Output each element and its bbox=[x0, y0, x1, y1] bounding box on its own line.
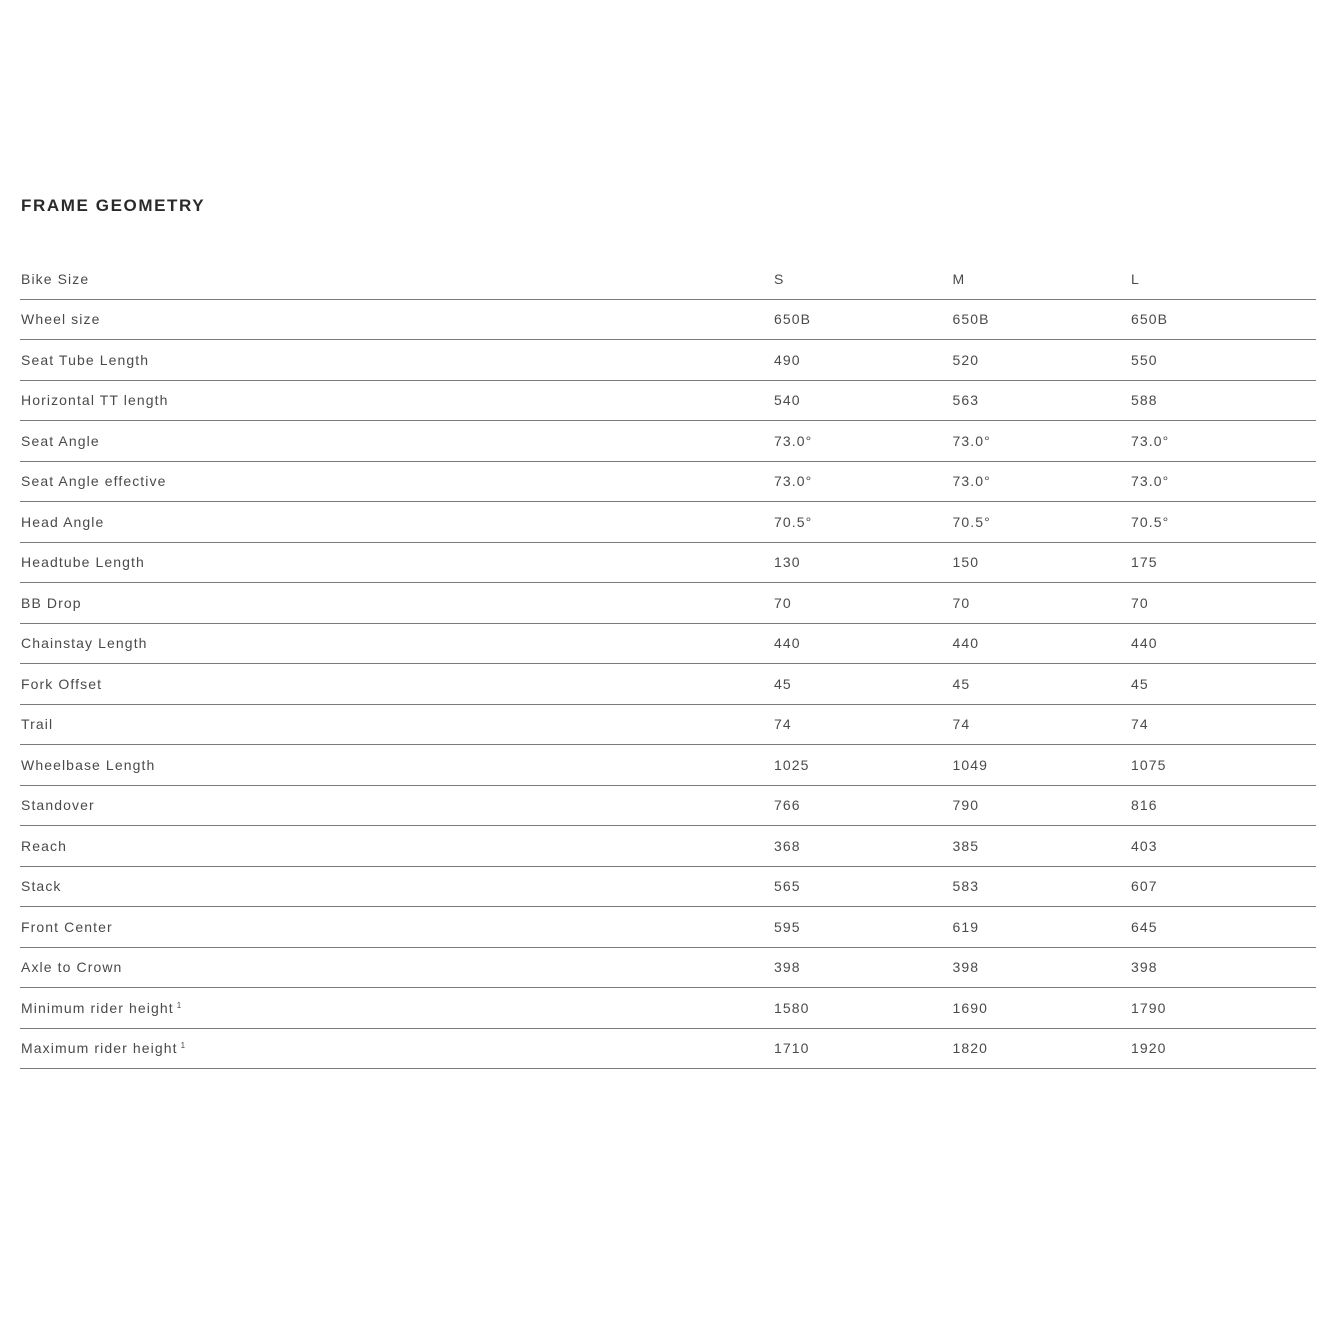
row-label: Fork Offset bbox=[21, 675, 103, 692]
row-value-l: 440 bbox=[1131, 635, 1158, 652]
row-value-l: 607 bbox=[1131, 878, 1158, 895]
row-label: Stack bbox=[21, 878, 62, 895]
row-value-s: 1710 bbox=[774, 1040, 810, 1057]
table-row bbox=[20, 988, 1316, 1029]
footnote-marker: 1 bbox=[176, 1000, 183, 1010]
row-value-l: 1790 bbox=[1131, 999, 1167, 1016]
row-value-s: 73.0° bbox=[774, 432, 813, 449]
table-row bbox=[20, 543, 1316, 584]
table-row bbox=[20, 300, 1316, 341]
row-value-l: 74 bbox=[1131, 716, 1149, 733]
header-size-s: S bbox=[774, 270, 785, 287]
row-value-l: 70 bbox=[1131, 594, 1149, 611]
row-value-m: 619 bbox=[952, 918, 980, 935]
row-value-l: 403 bbox=[1131, 837, 1158, 854]
row-label: BB Drop bbox=[21, 594, 82, 611]
row-value-l: 588 bbox=[1131, 392, 1158, 409]
row-value-m: 583 bbox=[952, 878, 980, 895]
row-value-l: 175 bbox=[1131, 554, 1158, 571]
row-value-s: 650B bbox=[774, 311, 812, 328]
table-row bbox=[20, 421, 1316, 462]
row-label: Head Angle bbox=[21, 513, 105, 530]
row-label: Front Center bbox=[21, 918, 113, 935]
table-row bbox=[20, 826, 1316, 867]
row-value-m: 520 bbox=[952, 351, 980, 368]
table-row bbox=[20, 502, 1316, 543]
row-value-m: 70.5° bbox=[952, 513, 991, 530]
row-value-l: 1920 bbox=[1131, 1040, 1167, 1057]
row-label: Reach bbox=[21, 837, 67, 854]
row-label: Seat Angle bbox=[21, 432, 100, 449]
row-value-s: 1580 bbox=[774, 999, 810, 1016]
row-label: Seat Angle effective bbox=[21, 473, 167, 490]
geometry-table bbox=[20, 259, 1316, 1069]
row-value-l: 1075 bbox=[1131, 756, 1167, 773]
row-value-s: 595 bbox=[774, 918, 801, 935]
row-value-m: 1690 bbox=[952, 999, 989, 1016]
row-value-s: 440 bbox=[774, 635, 801, 652]
row-label: Maximum rider height bbox=[21, 1040, 178, 1057]
table-row bbox=[20, 948, 1316, 989]
row-value-m: 563 bbox=[952, 392, 980, 409]
table-row bbox=[20, 462, 1316, 503]
row-label: Axle to Crown bbox=[21, 959, 123, 976]
row-value-m: 440 bbox=[952, 635, 980, 652]
row-value-l: 398 bbox=[1131, 959, 1158, 976]
table-row bbox=[20, 786, 1316, 827]
row-value-m: 398 bbox=[952, 959, 980, 976]
table-row bbox=[20, 867, 1316, 908]
row-value-l: 550 bbox=[1131, 351, 1158, 368]
row-label-with-footnote bbox=[20, 1040, 774, 1056]
row-value-s: 398 bbox=[774, 959, 801, 976]
row-label: Minimum rider height bbox=[21, 999, 174, 1016]
row-value-s: 74 bbox=[774, 716, 792, 733]
row-value-m: 385 bbox=[952, 837, 980, 854]
row-value-s: 45 bbox=[774, 675, 792, 692]
table-row bbox=[20, 583, 1316, 624]
table-row bbox=[20, 745, 1316, 786]
row-value-m: 73.0° bbox=[952, 473, 991, 490]
header-size-l: L bbox=[1131, 270, 1140, 287]
row-value-m: 73.0° bbox=[952, 432, 991, 449]
row-value-m: 1820 bbox=[952, 1040, 989, 1057]
row-value-l: 73.0° bbox=[1131, 432, 1170, 449]
row-value-m: 650B bbox=[952, 311, 990, 328]
row-value-m: 790 bbox=[952, 797, 980, 814]
row-value-s: 130 bbox=[774, 554, 801, 571]
header-size-m: M bbox=[952, 270, 966, 287]
row-value-s: 766 bbox=[774, 797, 801, 814]
table-row bbox=[20, 907, 1316, 948]
row-value-m: 74 bbox=[952, 716, 971, 733]
footnote-marker: 1 bbox=[180, 1041, 187, 1051]
row-value-s: 70.5° bbox=[774, 513, 813, 530]
row-label: Trail bbox=[21, 716, 54, 733]
row-label: Headtube Length bbox=[21, 554, 145, 571]
row-label: Wheel size bbox=[21, 311, 101, 328]
row-value-s: 70 bbox=[774, 594, 792, 611]
page-title: FRAME GEOMETRY bbox=[21, 196, 206, 215]
table-row bbox=[20, 340, 1316, 381]
row-value-l: 650B bbox=[1131, 311, 1169, 328]
row-label: Chainstay Length bbox=[21, 635, 148, 652]
row-label: Wheelbase Length bbox=[21, 756, 156, 773]
table-row bbox=[20, 1029, 1316, 1070]
table-row bbox=[20, 381, 1316, 422]
row-value-s: 490 bbox=[774, 351, 801, 368]
row-value-l: 816 bbox=[1131, 797, 1158, 814]
row-label: Seat Tube Length bbox=[21, 351, 150, 368]
row-value-l: 70.5° bbox=[1131, 513, 1170, 530]
row-value-m: 150 bbox=[952, 554, 980, 571]
row-value-l: 645 bbox=[1131, 918, 1158, 935]
table-row bbox=[20, 705, 1316, 746]
header-label: Bike Size bbox=[21, 270, 90, 287]
row-value-s: 73.0° bbox=[774, 473, 813, 490]
row-label: Standover bbox=[21, 797, 95, 814]
table-row bbox=[20, 664, 1316, 705]
row-value-l: 45 bbox=[1131, 675, 1149, 692]
row-value-s: 1025 bbox=[774, 756, 810, 773]
row-value-s: 540 bbox=[774, 392, 801, 409]
row-value-l: 73.0° bbox=[1131, 473, 1170, 490]
row-value-s: 565 bbox=[774, 878, 801, 895]
row-label-with-footnote bbox=[20, 1000, 774, 1016]
row-value-m: 70 bbox=[952, 594, 971, 611]
row-value-s: 368 bbox=[774, 837, 801, 854]
table-header-row bbox=[20, 259, 1316, 300]
row-value-m: 45 bbox=[952, 675, 971, 692]
row-value-m: 1049 bbox=[952, 756, 989, 773]
row-label: Horizontal TT length bbox=[21, 392, 169, 409]
table-row bbox=[20, 624, 1316, 665]
